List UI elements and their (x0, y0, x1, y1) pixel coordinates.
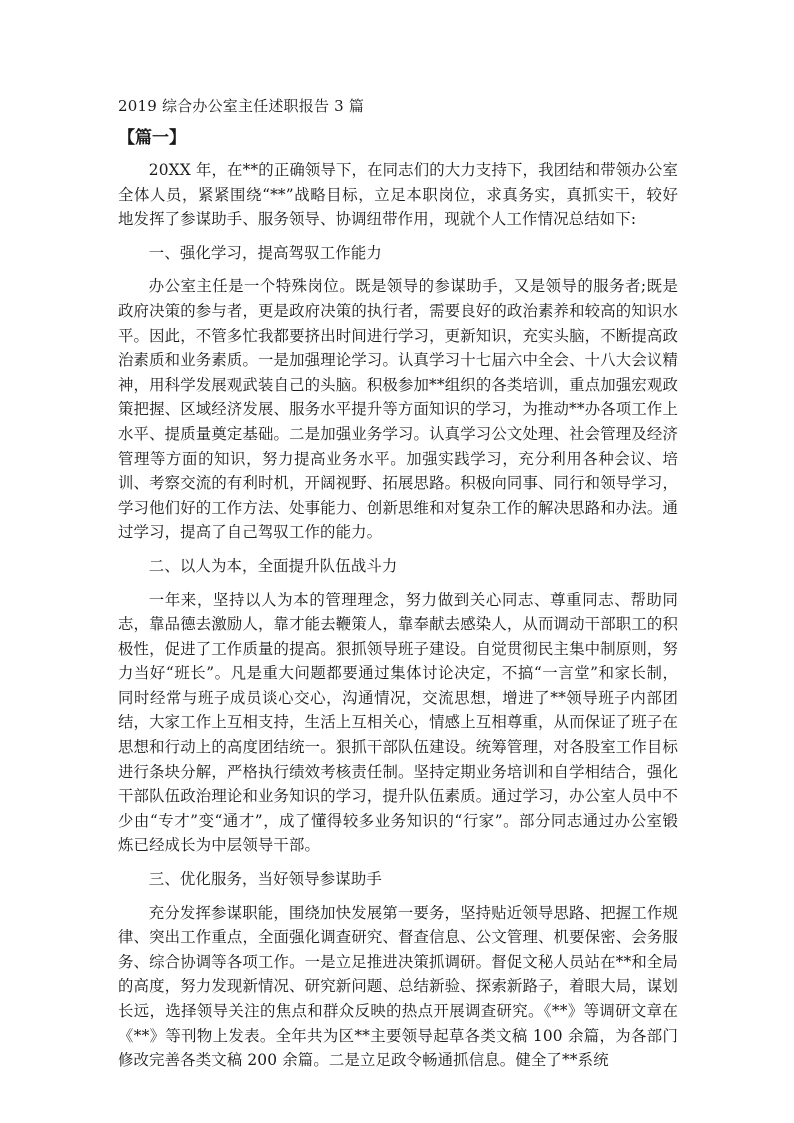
section-body-1: 办公室主任是一个特殊岗位。既是领导的参谋助手，又是领导的服务者;既是政府决策的参与者，更是政府决策的执行者，需要良好的政治素养和较高的知识水平。因此，不管多忙我都要挤出时间进行学习，更新知识，充实头脑，不断提高政治素质和业务素质。一是加强理论学习。认真学习十七届六中全会、十八大会议精神，用科学发展观武装自己的头脑。积极参加**组织的各类培训，重点加强宏观政策把握、区域经济发展、服务水平提升等方面知识的学习，为推动**办各项工作上水平、提质量奠定基础。二是加强业务学习。认真学习公文处理、社会管理及经济管理等方面的知识，努力提高业务水平。加强实践学习，充分利用各种会议、培训、考察交流的有利时机，开阔视野、拓展思路。积极向同事、同行和领导学习，学习他们好的工作方法、处事能力、创新思维和对复杂工作的解决思路和办法。通过学习，提高了自己驾驭工作的能力。 (118, 277, 678, 542)
section-label: 【篇一】 (118, 128, 186, 148)
intro-paragraph: 20XX 年，在**的正确领导下，在同志们的大力支持下，我团结和带领办公室全体人员，紧紧围绕“**”战略目标，立足本职岗位，求真务实，真抓实干，较好地发挥了参谋助手、服务领导、协调纽带作用，现就个人工作情况总结如下: (118, 161, 678, 229)
section-heading-2: 二、以人为本，全面提升队伍战斗力 (148, 556, 398, 575)
section-heading-3: 三、优化服务，当好领导参谋助手 (148, 870, 382, 889)
document-title: 2019 综合办公室主任述职报告 3 篇 (118, 97, 365, 115)
section-body-2: 一年来，坚持以人为本的管理理念，努力做到关心同志、尊重同志、帮助同志，靠品德去激励人，靠才能去鞭策人，靠奉献去感染人，从而调动干部职工的积极性，促进了工作质量的提高。狠抓领导班子建设。自觉贯彻民主集中制原则，努力当好“班长”。凡是重大问题都要通过集体讨论决定，不搞“一言堂”和家长制，同时经常与班子成员谈心交心，沟通情况，交流思想，增进了**领导班子内部团结，大家工作上互相支持，生活上互相关心，情感上互相尊重，从而保证了班子在思想和行动上的高度团结统一。狠抓干部队伍建设。统筹管理，对各股室工作目标进行条块分解，严格执行绩效考核责任制。坚持定期业务培训和自学相结合，强化干部队伍政治理论和业务知识的学习，提升队伍素质。通过学习，办公室人员中不少由“专才”变“通才”，成了懂得较多业务知识的“行家”。部分同志通过办公室锻炼已经成长为中层领导干部。 (118, 590, 678, 855)
section-body-3: 充分发挥参谋职能，围绕加快发展第一要务，坚持贴近领导思路、把握工作规律、突出工作重点，全面强化调查研究、督查信息、公文管理、机要保密、会务服务、综合协调等各项工作。一是立足推进决策抓调研。督促文秘人员站在**和全局的高度，努力发现新情况、研究新问题、总结新验、探索新路子，着眼大局，谋划长远，选择领导关注的焦点和群众反映的热点开展调查研究。《**》等调研文章在《**》等刊物上发表。全年共为区**主要领导起草各类文稿 100 余篇，为各部门修改完善各类文稿 200 余篇。二是立足政令畅通抓信息。健全了**系统 (118, 903, 678, 1070)
section-heading-1: 一、强化学习，提高驾驭工作能力 (148, 243, 382, 262)
document-page (118, 96, 678, 1081)
